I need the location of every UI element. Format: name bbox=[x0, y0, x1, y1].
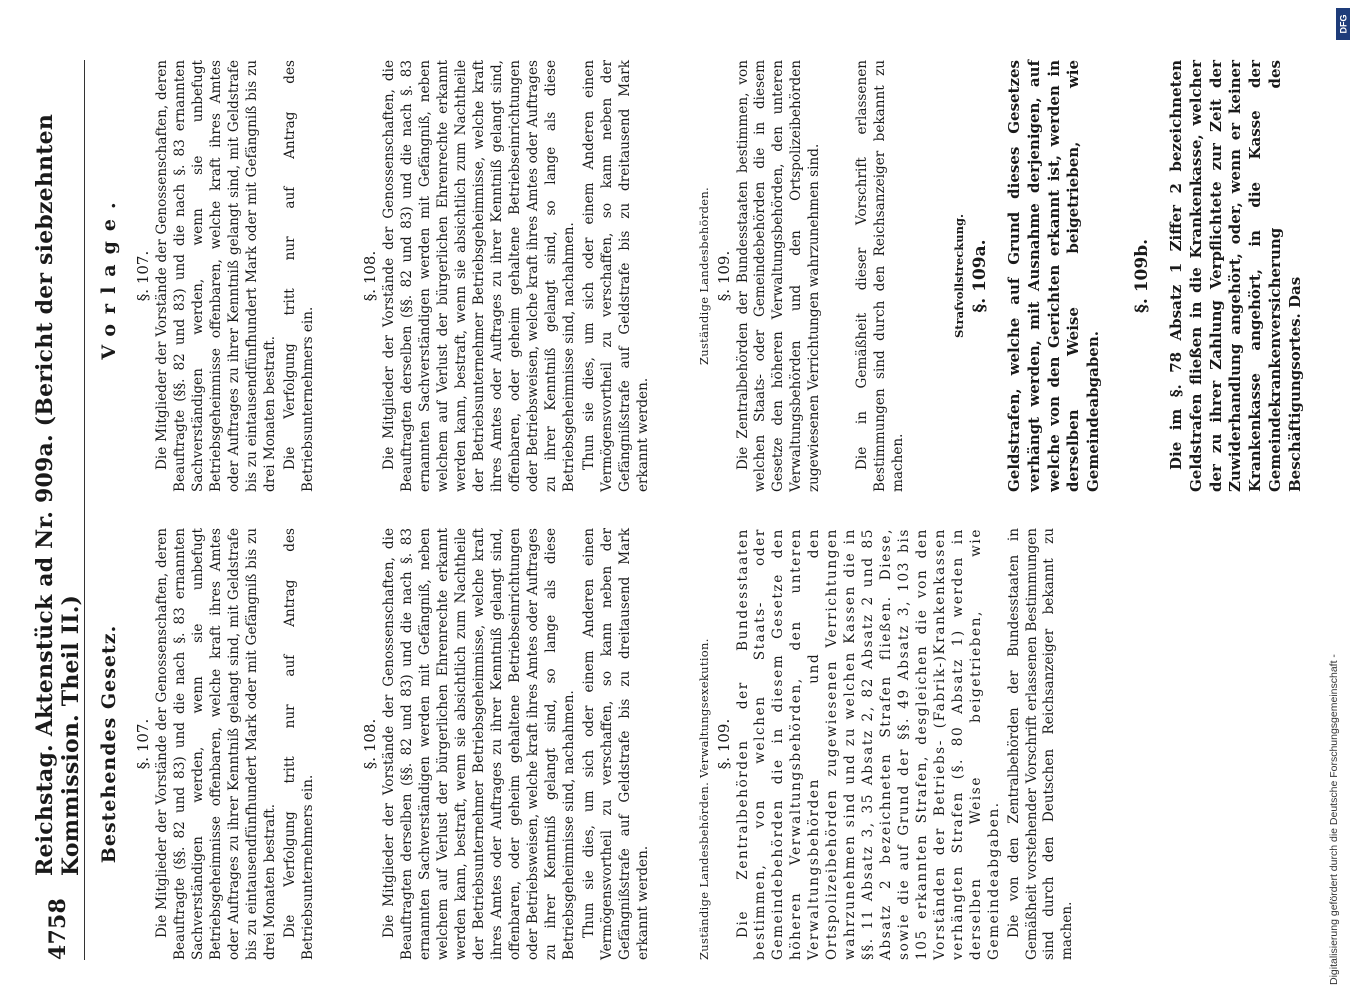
section-text: Die Mitglieder der Vorstände der Genossenschaften, deren Beauftragte (§§. 82 und 83) und die nach §. 83 ernannten Sachverständigen werden, wenn sie unbefugt Betriebsgeheimnisse offenbaren, welche kraft ihres Amtes oder Auftrages zu ihrer Kenntniß gelangt sind, mit Geldstrafe bis zu eintausendfünfhundert Mark oder mit Gefängniß bis zu drei Monaten bestraft. bbox=[154, 528, 278, 960]
section-heading: §. 107. bbox=[134, 718, 152, 770]
section-107 bbox=[134, 528, 317, 960]
page-number: 4758 bbox=[45, 897, 71, 960]
section-heading: §. 109b. bbox=[1131, 238, 1152, 314]
section-text: Die Mitglieder der Vorstände der Genossenschaften, deren Beauftragte (§§. 82 und 83) und die nach §. 83 ernannten Sachverständigen werden, wenn sie unbefugt Betriebsgeheimnisse offenbaren, welche kraft ihres Amtes oder Auftrages zu ihrer Kenntniß gelangt sind, mit Geldstrafe bis zu eintausendfünfhundert Mark oder mit Gefängniß bis zu drei Monaten bestraft. bbox=[154, 60, 278, 492]
section-text: Die von den Zentralbehörden der Bundesstaaten in Gemäßheit vorstehender Vorschrift erlassenen Bestimmungen sind durch den Deutschen Reichsanzeiger bekannt zu machen. bbox=[1005, 528, 1076, 960]
section-109 bbox=[697, 528, 1078, 960]
section-subhead: Zuständige Landesbehörden. bbox=[696, 186, 711, 366]
section-text: Thun sie dies, um sich oder einem Anderen einen Vermögensvortheil zu verschaffen, so kann neben der Gefängnißstrafe auf Geldstrafe bis zu dreitausend Mark erkannt werden. bbox=[580, 528, 651, 960]
section-text: Die Verfolgung tritt nur auf Antrag des Betriebsunternehmers ein. bbox=[281, 528, 316, 960]
section-text: Thun sie dies, um sich oder einem Anderen einen Vermögensvortheil zu verschaffen, so kann neben der Gefängnißstrafe auf Geldstrafe bis zu dreitausend Mark erkannt werden. bbox=[580, 60, 651, 492]
section-heading: §. 108. bbox=[361, 718, 380, 770]
column-bestehendes-gesetz bbox=[98, 528, 1076, 960]
section-heading: §. 109. bbox=[714, 718, 733, 770]
column-vorlage bbox=[98, 60, 1304, 492]
section-109b bbox=[1132, 60, 1306, 492]
section-heading: §. 109. bbox=[714, 250, 733, 302]
section-subhead: Strafvollstreckung. bbox=[952, 213, 966, 339]
header-rule bbox=[84, 60, 85, 960]
section-text: Die Zentralbehörden der Bundesstaaten bestimmen, von welchen Staats- oder Gemeindebehörden die in diesem Gesetze den höheren Verwaltungsbehörden, den unteren Verwaltungsbehörden und den Ortspolizeibehörden zugewiesenen Verrichtungen wahrzunehmen sind. bbox=[734, 60, 823, 492]
section-107 bbox=[134, 60, 317, 492]
section-text: Geldstrafen, welche auf Grund dieses Gesetzes verhängt werden, mit Ausnahme derjenigen, auf welche von den Gerichten erkannt ist, werden in derselben Weise beigetrieben, wie Gemeindeabgaben. bbox=[1005, 60, 1103, 492]
document-page bbox=[32, 60, 1330, 960]
section-text: Die in Gemäßheit dieser Vorschrift erlassenen Bestimmungen sind durch den Reichsanzeiger bekannt zu machen. bbox=[854, 60, 907, 492]
section-text: Die im §. 78 Absatz 1 Ziffer 2 bezeichneten Geldstrafen fließen in die Krankenkasse, welcher der zu ihrer Zahlung Verpflichtete zur Zeit der Zuwiderhandlung angehört, oder, wenn er keiner Krankenkasse angehört, in die Kasse der Gemeindekrankenversicherung des Beschäftigungsortes. Das bbox=[1166, 60, 1304, 492]
dfg-logo bbox=[1336, 8, 1350, 40]
section-text: Die Verfolgung tritt nur auf Antrag des Betriebsunternehmers ein. bbox=[281, 60, 316, 492]
section-109a bbox=[952, 60, 1104, 492]
column-title: Vorlage. bbox=[98, 192, 120, 360]
section-heading: §. 107. bbox=[134, 250, 152, 302]
column-title: Bestehendes Gesetz. bbox=[98, 624, 120, 864]
section-108 bbox=[361, 528, 652, 960]
section-text: Die Zentralbehörden der Bundesstaaten bestimmen, von welchen Staats- oder Gemeindebehörden die in diesem Gesetze den höheren Verwaltungsbehörden, den unteren Verwaltungsbehörden und den Ortspolizeibehörden zugewiesenen Verrichtungen wahrzunehmen sind und zu welchen Kassen die in §§. 11 Absatz 3, 35 Absatz 2, 82 Absatz 2 und 85 Absatz 2 bezeichneten Strafen fließen. Diese, sowie die auf Grund der §§. 49 Absatz 3, 103 bis 105 erkannten Strafen, desgleichen die von den Vorständen der Betriebs- (Fabrik-)Krankenkassen verhängten Strafen (§. 80 Absatz 1) werden in derselben Weise beigetrieben, wie Gemeindeabgaben. bbox=[734, 528, 1002, 960]
dfg-logo-text: DFG bbox=[1338, 14, 1348, 34]
section-heading: §. 109a. bbox=[970, 239, 990, 313]
section-subhead: Zuständige Landesbehörden. Verwaltungsexekution. bbox=[696, 638, 711, 960]
section-109 bbox=[697, 60, 909, 492]
section-text: Die Mitglieder der Vorstände der Genossenschaften, die Beauftragten derselben (§§. 82 und 83) und die nach §. 83 ernannten Sachverständigen werden mit Gefängniß, neben welchem auf Verlust der bürgerlichen Ehrenrechte erkannt werden kann, bestraft, wenn sie absichtlich zum Nachtheile der Betriebsunternehmer Betriebsgeheimnisse, welche kraft ihres Amtes oder Auftrages zu ihrer Kenntniß gelangt sind, offenbaren, oder geheim gehaltene Betriebseinrichtungen oder Betriebsweisen, welche kraft ihres Amtes oder Auftrages zu ihrer Kenntniß gelangt sind, so lange als diese Betriebsgeheimnisse sind, nachahmen. bbox=[381, 60, 577, 492]
digitization-credit: Digitalisierung gefördert durch die Deutsche Forschungsgemeinschaft - bbox=[1328, 654, 1340, 985]
section-108 bbox=[361, 60, 652, 492]
section-heading: §. 108. bbox=[361, 250, 380, 302]
page-header bbox=[32, 60, 84, 960]
page-title: Reichstag. Aktenstück ad Nr. 909a. (Bericht der siebzehnten Kommission. Theil II.) bbox=[32, 113, 84, 876]
section-text: Die Mitglieder der Vorstände der Genossenschaften, die Beauftragten derselben (§§. 82 und 83) und die nach §. 83 ernannten Sachverständigen werden mit Gefängniß, neben welchem auf Verlust der bürgerlichen Ehrenrechte erkannt werden kann, bestraft, wenn sie absichtlich zum Nachtheile der Betriebsunternehmer Betriebsgeheimnisse, welche kraft ihres Amtes oder Auftrages zu ihrer Kenntniß gelangt sind, offenbaren, oder geheim gehaltene Betriebseinrichtungen oder Betriebsweisen, welche kraft ihres Amtes oder Auftrages zu ihrer Kenntniß gelangt sind, so lange als diese Betriebsgeheimnisse sind, nachahmen. bbox=[381, 528, 577, 960]
